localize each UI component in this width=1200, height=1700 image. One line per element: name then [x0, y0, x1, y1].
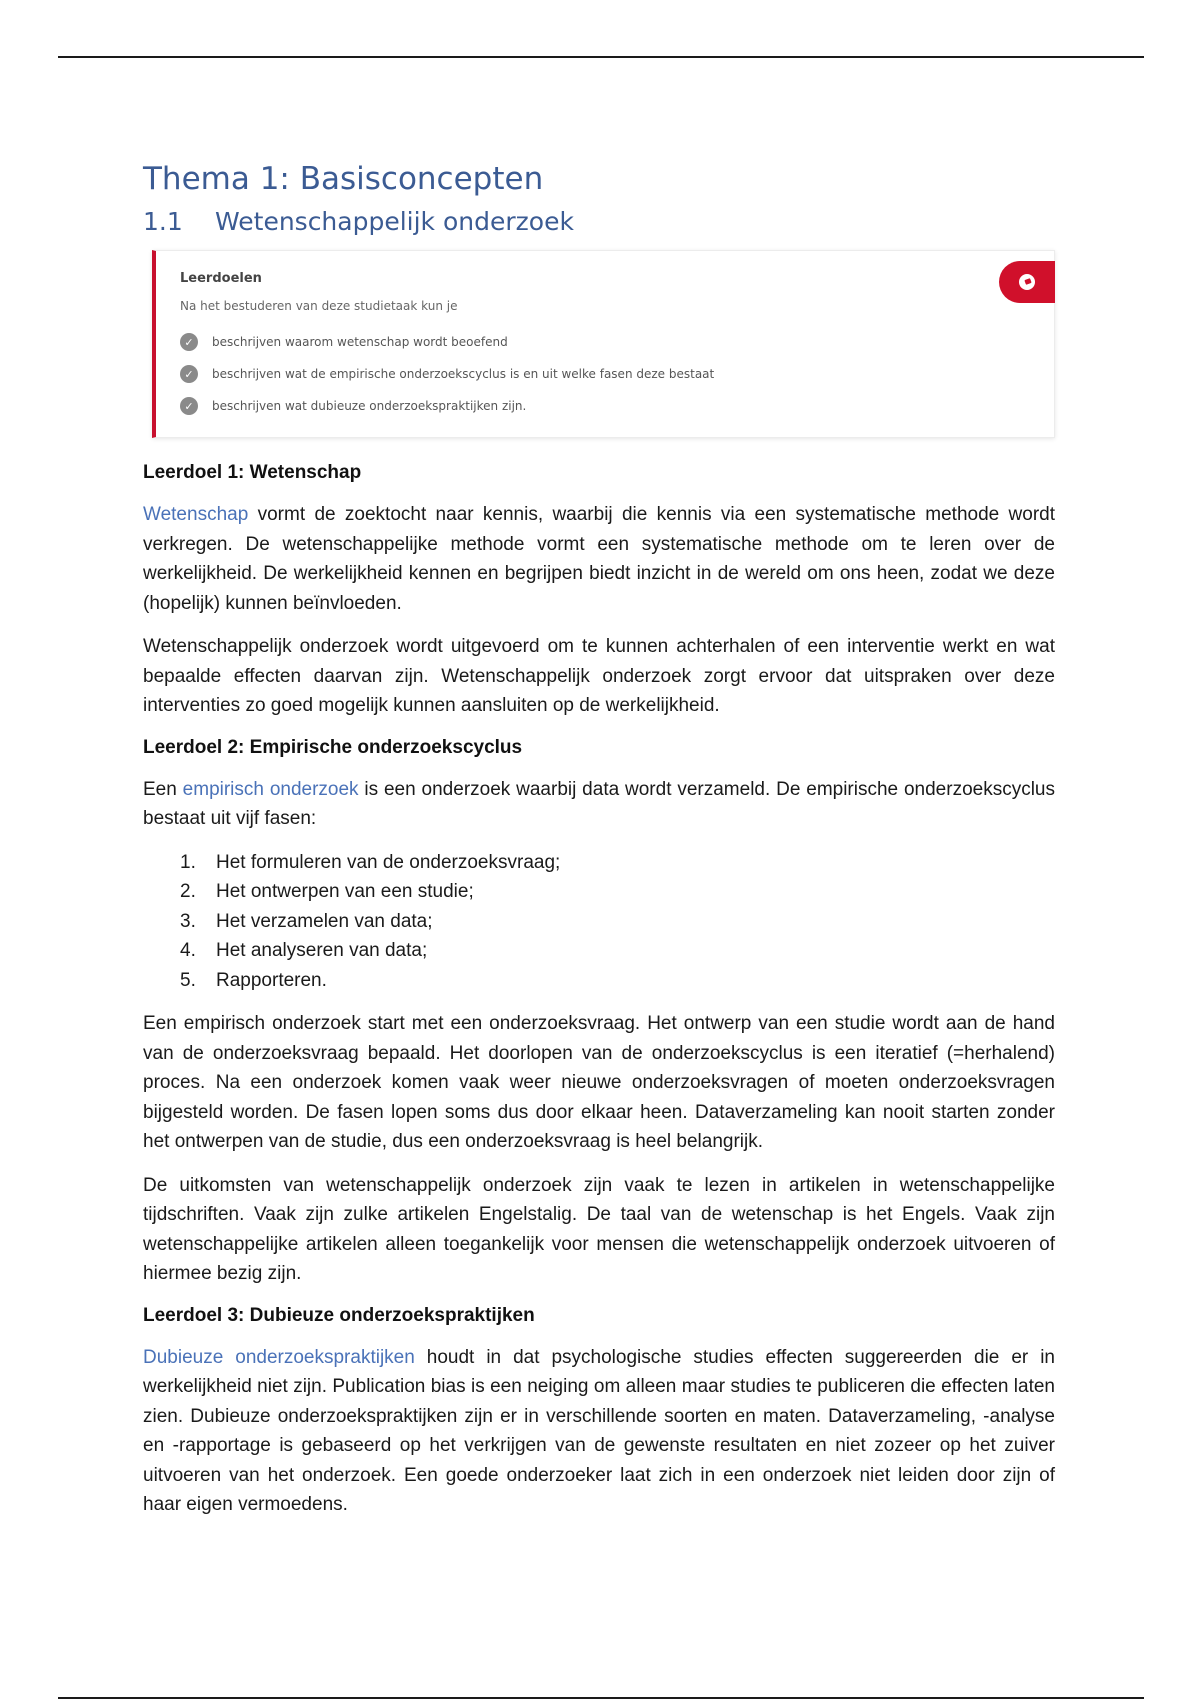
top-rule — [58, 56, 1144, 58]
section1-paragraph-2: Wetenschappelijk onderzoek wordt uitgevoerd om te kunnen achterhalen of een interventie werkt en wat bepaalde effecten daarvan zijn. Wetenschappelijk onderzoek zorgt ervoor dat uitspraken over deze interventies zo goed mogelijk kunnen aansluiten op de werkelijkheid. — [143, 636, 1055, 716]
learning-goal-text: beschrijven wat de empirische onderzoekscyclus is en uit welke fasen deze bestaat — [212, 367, 715, 381]
section-title — [143, 206, 1055, 238]
section2-paragraph-2: Een empirisch onderzoek start met een onderzoeksvraag. Het ontwerp van een studie wordt aan de hand van de onderzoeksvraag bepaald. Het doorlopen van de onderzoekscyclus is een iteratief (=herhalend) proces. Na een onderzoek komen vaak weer nieuwe onderzoeksvragen of moeten onderzoeksvragen bijgesteld worden. De fasen lopen soms dus door elkaar heen. Dataverzameling kan nooit starten zonder het ontwerpen van de studie, dus een onderzoeksvraag is heel belangrijk. — [143, 1013, 1055, 1152]
check-circle-icon: ✓ — [180, 365, 198, 383]
term-empirisch-onderzoek: empirisch onderzoek — [182, 778, 359, 800]
learning-goals-card — [152, 250, 1055, 438]
list-number: 1. — [180, 851, 196, 873]
check-circle-icon: ✓ — [180, 333, 198, 351]
list-text: Het ontwerpen van een studie; — [216, 881, 474, 902]
list-number: 5. — [180, 969, 196, 991]
section2-heading: Leerdoel 2: Empirische onderzoekscyclus — [143, 736, 523, 758]
list-item — [143, 936, 1055, 966]
section1-heading: Leerdoel 1: Wetenschap — [143, 462, 362, 483]
section3-heading: Leerdoel 3: Dubieuze onderzoekspraktijken — [143, 1304, 535, 1326]
list-text: Het analyseren van data; — [216, 940, 428, 961]
list-text: Rapporteren. — [216, 969, 327, 991]
term-wetenschap: Wetenschap — [143, 504, 249, 525]
term-dubieuze-onderzoekspraktijken: Dubieuze onderzoekspraktijken — [143, 1346, 415, 1368]
list-number: 4. — [180, 940, 196, 961]
bottom-rule — [58, 1697, 1144, 1699]
section-title-text: Wetenschappelijk onderzoek — [215, 207, 574, 236]
learning-goals-title: Leerdoelen — [180, 271, 262, 286]
list-item — [143, 877, 1055, 907]
list-text: Het formuleren van de onderzoeksvraag; — [216, 851, 561, 873]
learning-goal-item — [180, 397, 526, 415]
research-cycle-list — [143, 848, 1055, 996]
section1-paragraph-1-text: vormt de zoektocht naar kennis, waarbij die kennis via een systematische methode wordt verkregen. De wetenschappelijke methode vormt een systematische methode om te leren over de werkelijkheid. De werkelijkheid kennen en begrijpen biedt inzicht in de wereld om ons heen, zodat we deze (hopelijk) kunnen beïnvloeden. — [143, 504, 1055, 614]
section1-paragraph-1 — [143, 500, 1055, 618]
section2-paragraph-1-text: is een onderzoek waarbij data wordt verzameld. De empirische onderzoekscyclus bestaat uit vijf fasen: — [143, 778, 1055, 829]
learning-goal-text: beschrijven wat dubieuze onderzoekspraktijken zijn. — [212, 399, 527, 413]
list-number: 2. — [180, 881, 196, 902]
learning-goal-text: beschrijven waarom wetenschap wordt beoefend — [212, 335, 508, 349]
chapter-title: Thema 1: Basisconcepten — [143, 161, 544, 197]
brain-badge-icon — [999, 261, 1055, 303]
list-item — [143, 907, 1055, 937]
section-number: 1.1 — [143, 207, 183, 236]
section3-paragraph-1 — [143, 1343, 1055, 1520]
learning-goals-intro: Na het bestuderen van deze studietaak kun je — [180, 299, 458, 313]
learning-goal-item — [180, 365, 714, 383]
list-item — [143, 966, 1055, 996]
list-item — [143, 848, 1055, 878]
section2-paragraph-1 — [143, 775, 1055, 834]
check-circle-icon: ✓ — [180, 397, 198, 415]
list-text: Het verzamelen van data; — [216, 910, 433, 932]
section2-paragraph-3: De uitkomsten van wetenschappelijk onderzoek zijn vaak te lezen in artikelen in wetenschappelijke tijdschriften. Vaak zijn zulke artikelen Engelstalig. De taal van de wetenschap is het Engels. Vaak zijn wetenschappelijke artikelen alleen toegankelijk voor mensen die wetenschappelijk onderzoek uitvoeren of hiermee bezig zijn. — [143, 1174, 1055, 1284]
section3-paragraph-1-text: houdt in dat psychologische studies effecten suggereerden die er in werkelijkheid niet zijn. Publication bias is een neiging om alleen maar studies te publiceren die effecten laten zien. Dubieuze onderzoekspraktijken zijn er in verschillende soorten en maten. Dataverzameling, -analyse en -rapportage is gebaseerd op het verkrijgen van de gewenste resultaten en niet zozeer op het zuiver uitvoeren van het onderzoek. Een goede onderzoeker laat zich in een onderzoek niet leiden door zijn of haar eigen vermoedens. — [143, 1346, 1056, 1515]
page-content — [143, 160, 1055, 1534]
section2-paragraph-1-pre: Een — [143, 778, 183, 800]
list-number: 3. — [180, 910, 196, 932]
learning-goal-item — [180, 333, 508, 351]
